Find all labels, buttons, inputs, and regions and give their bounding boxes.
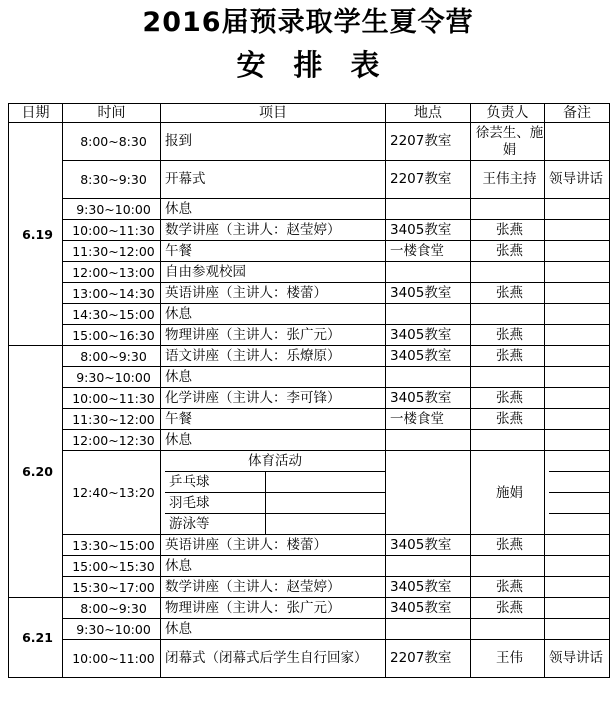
place-cell: 2207教室 — [386, 123, 471, 161]
person-cell: 张燕 — [471, 598, 545, 619]
header-person: 负责人 — [471, 104, 545, 123]
document-title: 2016届预录取学生夏令营 — [142, 7, 474, 38]
note-cell — [545, 535, 610, 556]
time-cell: 10:00~11:30 — [63, 220, 161, 241]
item-cell: 休息 — [161, 304, 386, 325]
item-cell: 休息 — [161, 556, 386, 577]
time-cell: 13:30~15:00 — [63, 535, 161, 556]
table-row — [9, 367, 610, 388]
time-cell: 15:00~16:30 — [63, 325, 161, 346]
table-row — [9, 220, 610, 241]
place-cell — [386, 199, 471, 220]
schedule-table — [8, 103, 610, 678]
time-cell: 10:00~11:30 — [63, 388, 161, 409]
header-row — [9, 104, 610, 123]
item-cell: 休息 — [161, 619, 386, 640]
note-cell — [545, 619, 610, 640]
place-cell: 一楼食堂 — [386, 241, 471, 262]
time-cell: 11:30~12:00 — [63, 241, 161, 262]
sport-item: 羽毛球 — [165, 493, 265, 514]
person-cell: 张燕 — [471, 220, 545, 241]
table-row — [9, 598, 610, 619]
place-cell: 3405教室 — [386, 346, 471, 367]
table-row — [9, 304, 610, 325]
table-row — [9, 535, 610, 556]
person-cell: 张燕 — [471, 346, 545, 367]
subtitle-char-1: 安 — [236, 48, 266, 82]
time-cell: 8:00~9:30 — [63, 346, 161, 367]
item-cell: 休息 — [161, 367, 386, 388]
sports-cell — [161, 451, 386, 535]
time-cell: 8:00~9:30 — [63, 598, 161, 619]
place-cell: 3405教室 — [386, 598, 471, 619]
time-cell: 9:30~10:00 — [63, 619, 161, 640]
header-item: 项目 — [161, 104, 386, 123]
note-blank — [549, 493, 609, 514]
person-cell: 张燕 — [471, 283, 545, 304]
place-cell: 3405教室 — [386, 577, 471, 598]
item-cell: 数学讲座（主讲人：赵莹婷） — [161, 577, 386, 598]
table-row — [9, 325, 610, 346]
item-cell: 休息 — [161, 430, 386, 451]
note-cell — [545, 283, 610, 304]
person-cell — [471, 262, 545, 283]
note-cell: 领导讲话 — [545, 161, 610, 199]
item-cell: 英语讲座（主讲人：楼蕾） — [161, 535, 386, 556]
place-cell: 3405教室 — [386, 325, 471, 346]
table-row — [9, 430, 610, 451]
sport-item: 游泳等 — [165, 514, 265, 535]
person-cell — [471, 304, 545, 325]
note-cell — [545, 262, 610, 283]
person-cell: 张燕 — [471, 325, 545, 346]
sport-blank — [265, 514, 385, 535]
place-cell: 2207教室 — [386, 640, 471, 678]
table-row — [9, 161, 610, 199]
table-row — [9, 409, 610, 430]
place-cell — [386, 556, 471, 577]
note-cell — [545, 430, 610, 451]
sports-title: 体育活动 — [165, 451, 385, 472]
place-cell — [386, 451, 471, 535]
table-row — [9, 241, 610, 262]
table-row — [9, 577, 610, 598]
table-row — [9, 123, 610, 161]
subtitle-char-2: 排 — [293, 48, 323, 82]
note-cell — [545, 556, 610, 577]
item-cell: 化学讲座（主讲人：李可锋） — [161, 388, 386, 409]
place-cell: 一楼食堂 — [386, 409, 471, 430]
item-cell: 午餐 — [161, 241, 386, 262]
date-cell-621: 6.21 — [9, 598, 63, 678]
table-row — [9, 283, 610, 304]
item-cell: 物理讲座（主讲人：张广元） — [161, 598, 386, 619]
item-cell: 闭幕式（闭幕式后学生自行回家） — [161, 640, 386, 678]
place-cell — [386, 367, 471, 388]
time-cell: 12:00~12:30 — [63, 430, 161, 451]
item-cell: 报到 — [161, 123, 386, 161]
table-row — [9, 346, 610, 367]
person-cell: 张燕 — [471, 241, 545, 262]
place-cell: 3405教室 — [386, 283, 471, 304]
sport-item: 乒乓球 — [165, 472, 265, 493]
person-cell: 王伟 — [471, 640, 545, 678]
time-cell: 9:30~10:00 — [63, 199, 161, 220]
item-cell: 自由参观校园 — [161, 262, 386, 283]
sports-subtable — [165, 451, 385, 534]
place-cell: 3405教室 — [386, 220, 471, 241]
note-blank — [549, 472, 609, 493]
person-cell: 张燕 — [471, 577, 545, 598]
note-cell — [545, 409, 610, 430]
table-row — [9, 640, 610, 678]
person-cell: 王伟主持 — [471, 161, 545, 199]
note-cell — [545, 304, 610, 325]
note-cell — [545, 598, 610, 619]
note-cell — [545, 388, 610, 409]
note-cell — [545, 123, 610, 161]
note-cell — [545, 346, 610, 367]
note-cell — [545, 241, 610, 262]
time-cell: 12:00~13:00 — [63, 262, 161, 283]
sport-blank — [265, 472, 385, 493]
date-cell-620: 6.20 — [9, 346, 63, 598]
header-date: 日期 — [9, 104, 63, 123]
person-cell — [471, 430, 545, 451]
place-cell — [386, 304, 471, 325]
person-cell: 张燕 — [471, 409, 545, 430]
person-cell: 施娟 — [471, 451, 545, 535]
item-cell: 午餐 — [161, 409, 386, 430]
table-row — [9, 199, 610, 220]
document-subtitle — [0, 46, 616, 84]
note-cell — [545, 367, 610, 388]
note-cell — [545, 325, 610, 346]
note-cell — [545, 199, 610, 220]
date-cell-619: 6.19 — [9, 123, 63, 346]
person-cell: 张燕 — [471, 388, 545, 409]
sport-blank — [265, 493, 385, 514]
header-place: 地点 — [386, 104, 471, 123]
table-row — [9, 388, 610, 409]
person-cell — [471, 556, 545, 577]
note-blank — [549, 451, 609, 472]
note-cell: 领导讲话 — [545, 640, 610, 678]
item-cell: 英语讲座（主讲人：楼蕾） — [161, 283, 386, 304]
header-note: 备注 — [545, 104, 610, 123]
person-cell — [471, 367, 545, 388]
person-cell — [471, 199, 545, 220]
person-cell: 徐芸生、施娟 — [471, 123, 545, 161]
place-cell: 3405教室 — [386, 535, 471, 556]
time-cell: 13:00~14:30 — [63, 283, 161, 304]
place-cell — [386, 430, 471, 451]
table-row — [9, 262, 610, 283]
note-cell — [545, 220, 610, 241]
item-cell: 开幕式 — [161, 161, 386, 199]
time-cell: 15:30~17:00 — [63, 577, 161, 598]
person-cell — [471, 619, 545, 640]
table-row — [9, 619, 610, 640]
time-cell: 8:30~9:30 — [63, 161, 161, 199]
place-cell — [386, 262, 471, 283]
note-cell — [545, 577, 610, 598]
header-time: 时间 — [63, 104, 161, 123]
subtitle-char-3: 表 — [350, 48, 380, 82]
time-cell: 12:40~13:20 — [63, 451, 161, 535]
place-cell — [386, 619, 471, 640]
place-cell: 3405教室 — [386, 388, 471, 409]
time-cell: 9:30~10:00 — [63, 367, 161, 388]
table-row — [9, 556, 610, 577]
note-subtable — [549, 451, 609, 534]
item-cell: 数学讲座（主讲人：赵莹婷） — [161, 220, 386, 241]
item-cell: 物理讲座（主讲人：张广元） — [161, 325, 386, 346]
place-cell: 2207教室 — [386, 161, 471, 199]
time-cell: 8:00~8:30 — [63, 123, 161, 161]
person-cell: 张燕 — [471, 535, 545, 556]
time-cell: 14:30~15:00 — [63, 304, 161, 325]
note-cell — [545, 451, 610, 535]
item-cell: 语文讲座（主讲人：乐燎原） — [161, 346, 386, 367]
time-cell: 11:30~12:00 — [63, 409, 161, 430]
time-cell: 15:00~15:30 — [63, 556, 161, 577]
table-row-sports — [9, 451, 610, 535]
item-cell: 休息 — [161, 199, 386, 220]
time-cell: 10:00~11:00 — [63, 640, 161, 678]
note-blank — [549, 514, 609, 535]
